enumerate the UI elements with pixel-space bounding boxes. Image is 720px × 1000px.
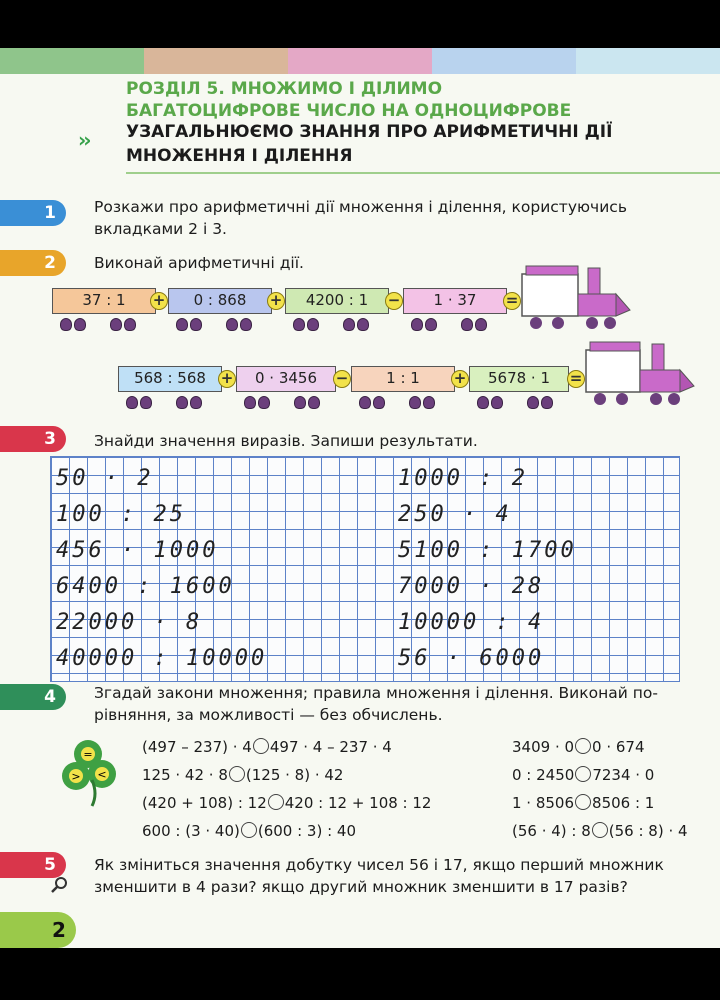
- comparison-row: 125 · 42 · 8 (125 · 8) · 42: [142, 766, 344, 784]
- wheels-icon: [126, 394, 204, 408]
- task-number-5: 5: [0, 852, 66, 878]
- comparison-row: 1 · 8506 8506 : 1: [512, 794, 655, 812]
- wagon: 0 : 868: [168, 288, 272, 314]
- topic-title: УЗАГАЛЬНЮЄМО ЗНАННЯ ПРО АРИФМЕТИЧНІ ДІЇ МНОЖЕННЯ І ДІЛЕННЯ: [126, 122, 613, 166]
- comparison-row: 0 : 2450 7234 · 0: [512, 766, 655, 784]
- task-number-4: 4: [0, 684, 66, 710]
- clover-icon: [62, 736, 128, 808]
- task-number-2: 2: [0, 250, 66, 276]
- compare-circle[interactable]: [575, 766, 591, 782]
- wheels-icon: [60, 316, 138, 330]
- task-number-3: 3: [0, 426, 66, 452]
- textbook-page: [0, 48, 720, 948]
- task-number-1: 1: [0, 200, 66, 226]
- wheels-icon: [176, 316, 254, 330]
- section-title: РОЗДІЛ 5. МНОЖИМО І ДІЛИМО БАГАТОЦИФРОВЕ ЧИСЛО НА ОДНОЦИФРОВЕ: [126, 79, 572, 121]
- comparison-row: (56 · 4) : 8 (56 : 8) · 4: [512, 822, 688, 840]
- plus-sign: +: [150, 292, 168, 310]
- wheels-icon: [359, 394, 437, 408]
- wagon: 1 · 37: [403, 288, 507, 314]
- grid-expression: 50 · 2: [56, 466, 154, 491]
- grid-expression: 1000 : 2: [398, 466, 528, 491]
- comparison-row: 600 : (3 · 40) (600 : 3) : 40: [142, 822, 357, 840]
- comparison-row: (497 – 237) · 4 497 · 4 – 237 · 4: [142, 738, 392, 756]
- compare-circle[interactable]: [592, 822, 608, 838]
- grid-expression: 250 · 4: [398, 502, 512, 527]
- compare-circle[interactable]: [575, 738, 591, 754]
- wheels-icon: [411, 316, 489, 330]
- compare-circle[interactable]: [253, 738, 269, 754]
- grid-expression: 100 : 25: [56, 502, 186, 527]
- task-2-text: Виконай арифметичні дії.: [94, 254, 304, 272]
- color-strip: [0, 48, 720, 74]
- equals-sign: =: [503, 292, 521, 310]
- grid-expression: 22000 · 8: [56, 610, 203, 635]
- grid-expression: 56 · 6000: [398, 646, 545, 671]
- compare-circle[interactable]: [229, 766, 245, 782]
- grid-expression: 7000 · 28: [398, 574, 545, 599]
- plus-sign: +: [218, 370, 236, 388]
- topic-arrows-icon: ››: [78, 128, 89, 152]
- clover-sign: >: [71, 770, 81, 783]
- minus-sign: −: [333, 370, 351, 388]
- wagon: 5678 · 1: [469, 366, 569, 392]
- locomotive-icon: [584, 340, 704, 410]
- grid-expression: 5100 : 1700: [398, 538, 577, 563]
- comparison-row: (420 + 108) : 12 420 : 12 + 108 : 12: [142, 794, 432, 812]
- magnifier-icon: [50, 876, 68, 894]
- compare-circle[interactable]: [241, 822, 257, 838]
- plus-sign: +: [451, 370, 469, 388]
- wagon: 568 : 568: [118, 366, 222, 392]
- wheels-icon: [244, 394, 322, 408]
- minus-sign: −: [385, 292, 403, 310]
- wheels-icon: [477, 394, 555, 408]
- grid-expression: 10000 : 4: [398, 610, 545, 635]
- wagon: 0 · 3456: [236, 366, 336, 392]
- grid-expression: 6400 : 1600: [56, 574, 235, 599]
- task-1-text: Розкажи про арифметичні дії множення і ділення, користуючись вкладками 2 і 3.: [94, 198, 627, 238]
- task-5-text: Як зміниться значення добутку чисел 56 і 17, якщо перший множник зменшити в 4 рази? якщо другий множник зменшити в 17 разів?: [94, 856, 664, 896]
- page-number: 2: [52, 918, 66, 942]
- grid-expression: 40000 : 10000: [56, 646, 268, 671]
- grid-expression: 456 · 1000: [56, 538, 219, 563]
- wagon: 37 : 1: [52, 288, 156, 314]
- wagon: 1 : 1: [351, 366, 455, 392]
- compare-circle[interactable]: [268, 794, 284, 810]
- comparison-row: 3409 · 0 0 · 674: [512, 738, 645, 756]
- wagon: 4200 : 1: [285, 288, 389, 314]
- task-4-text: Згадай закони множення; правила множення і ділення. Виконай по- рівняння, за можливості — без обчислень.: [94, 684, 658, 724]
- locomotive-icon: [518, 264, 638, 334]
- plus-sign: +: [267, 292, 285, 310]
- divider: [126, 172, 720, 174]
- compare-circle[interactable]: [575, 794, 591, 810]
- clover-sign: =: [83, 748, 93, 761]
- clover-sign: <: [97, 768, 107, 781]
- task-3-text: Знайди значення виразів. Запиши результати.: [94, 432, 478, 450]
- equals-sign: =: [567, 370, 585, 388]
- wheels-icon: [293, 316, 371, 330]
